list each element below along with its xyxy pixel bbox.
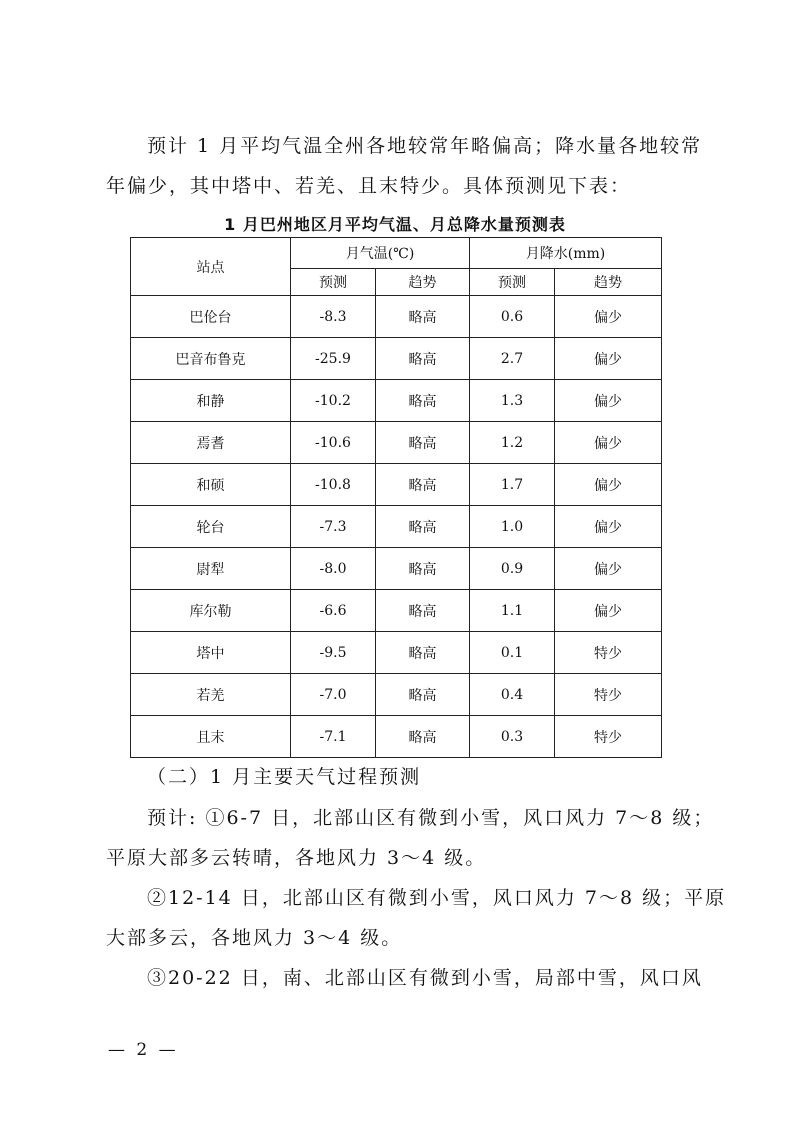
cell-precip-trend: 特少: [555, 674, 662, 716]
intro-line-1: 预计 1 月平均气温全州各地较常年略偏高；降水量各地较常: [147, 135, 703, 157]
table-row: [131, 674, 662, 716]
cell-temp: -7.3: [291, 506, 376, 548]
cell-station: 轮台: [131, 506, 291, 548]
cell-precip-trend: 偏少: [555, 338, 662, 380]
subheader-precip-trend: 趋势: [555, 269, 662, 296]
cell-temp-trend: 略高: [376, 338, 470, 380]
cell-precip-trend: 特少: [555, 716, 662, 758]
table-title: 1 月巴州地区月平均气温、月总降水量预测表: [224, 215, 566, 234]
cell-precip-trend: 偏少: [555, 380, 662, 422]
section-heading: （二）1 月主要天气过程预测: [147, 766, 422, 788]
cell-precip-trend: 偏少: [555, 548, 662, 590]
subheader-temp-trend: 趋势: [376, 269, 470, 296]
cell-precip: 0.9: [470, 548, 555, 590]
table-row: [131, 590, 662, 632]
cell-precip: 0.3: [470, 716, 555, 758]
page-number: — 2 —: [108, 1040, 179, 1060]
cell-station: 塔中: [131, 632, 291, 674]
section-para-2-line-2: 大部多云，各地风力 3～4 级。: [106, 927, 403, 949]
cell-station: 且末: [131, 716, 291, 758]
cell-temp: -7.1: [291, 716, 376, 758]
table-row: [131, 548, 662, 590]
cell-precip-trend: 偏少: [555, 422, 662, 464]
cell-precip-trend: 偏少: [555, 506, 662, 548]
cell-precip: 0.6: [470, 296, 555, 338]
cell-precip: 1.0: [470, 506, 555, 548]
cell-precip: 1.1: [470, 590, 555, 632]
cell-station: 巴音布鲁克: [131, 338, 291, 380]
section-para-2-line-1: ②12-14 日，北部山区有微到小雪，风口风力 7～8 级；平原: [147, 887, 727, 909]
table-row: [131, 338, 662, 380]
cell-station: 巴伦台: [131, 296, 291, 338]
header-temperature: 月气温(℃): [291, 238, 470, 269]
cell-temp-trend: 略高: [376, 464, 470, 506]
cell-temp-trend: 略高: [376, 632, 470, 674]
section-para-3-line-1: ③20-22 日，南、北部山区有微到小雪，局部中雪，风口风: [147, 967, 703, 989]
cell-temp-trend: 略高: [376, 296, 470, 338]
cell-station: 若羌: [131, 674, 291, 716]
cell-station: 库尔勒: [131, 590, 291, 632]
cell-precip-trend: 偏少: [555, 296, 662, 338]
cell-station: 尉犁: [131, 548, 291, 590]
table-row: [131, 296, 662, 338]
cell-temp: -8.0: [291, 548, 376, 590]
cell-precip: 2.7: [470, 338, 555, 380]
cell-temp: -10.8: [291, 464, 376, 506]
cell-temp-trend: 略高: [376, 422, 470, 464]
section-para-1-line-2: 平原大部多云转晴，各地风力 3～4 级。: [106, 847, 487, 869]
cell-temp-trend: 略高: [376, 548, 470, 590]
cell-temp-trend: 略高: [376, 590, 470, 632]
section-para-1-line-1: 预计: ①6-7 日，北部山区有微到小雪，风口风力 7～8 级；: [147, 807, 715, 829]
cell-temp: -6.6: [291, 590, 376, 632]
table-row: [131, 380, 662, 422]
cell-precip: 1.7: [470, 464, 555, 506]
cell-precip-trend: 特少: [555, 632, 662, 674]
cell-precip-trend: 偏少: [555, 590, 662, 632]
cell-station: 焉耆: [131, 422, 291, 464]
cell-temp: -8.3: [291, 296, 376, 338]
cell-precip: 1.3: [470, 380, 555, 422]
table-row: [131, 422, 662, 464]
table-row: [131, 632, 662, 674]
header-station: 站点: [131, 238, 291, 296]
subheader-temp-forecast: 预测: [291, 269, 376, 296]
cell-temp-trend: 略高: [376, 380, 470, 422]
table-row: [131, 506, 662, 548]
header-precipitation: 月降水(mm): [470, 238, 662, 269]
table-row: [131, 716, 662, 758]
cell-temp: -7.0: [291, 674, 376, 716]
cell-temp-trend: 略高: [376, 506, 470, 548]
forecast-table: [130, 237, 662, 758]
cell-temp: -9.5: [291, 632, 376, 674]
cell-station: 和静: [131, 380, 291, 422]
cell-temp-trend: 略高: [376, 674, 470, 716]
table-row: [131, 464, 662, 506]
intro-line-2: 年偏少，其中塔中、若羌、且末特少。具体预测见下表：: [106, 175, 632, 197]
subheader-precip-forecast: 预测: [470, 269, 555, 296]
cell-station: 和硕: [131, 464, 291, 506]
cell-temp: -25.9: [291, 338, 376, 380]
cell-precip: 1.2: [470, 422, 555, 464]
cell-precip: 0.1: [470, 632, 555, 674]
cell-temp: -10.6: [291, 422, 376, 464]
cell-temp: -10.2: [291, 380, 376, 422]
cell-precip-trend: 偏少: [555, 464, 662, 506]
cell-precip: 0.4: [470, 674, 555, 716]
cell-temp-trend: 略高: [376, 716, 470, 758]
